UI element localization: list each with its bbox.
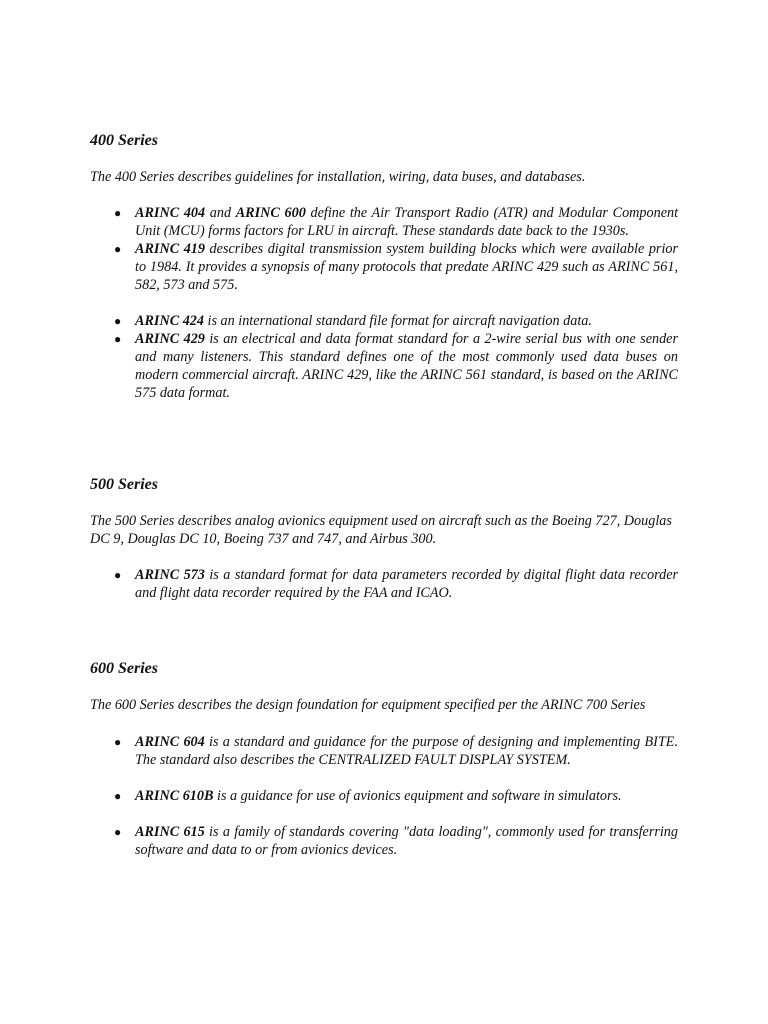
list-item [90, 823, 678, 859]
list-item [90, 330, 678, 402]
item-text: is a family of standards covering "data loading", commonly used for transferring software and data to or from avionics devices. [135, 824, 678, 858]
section-intro: The 500 Series describes analog avionics equipment used on aircraft such as the Boeing 727, Douglas DC 9, Douglas DC 10, Boeing 737 and 747, and Airbus 300. [90, 513, 672, 547]
bullet-icon: ● [114, 789, 122, 803]
bullet-icon: ● [114, 568, 122, 582]
item-text: and [205, 205, 236, 221]
standard-name: ARINC 424 [135, 313, 204, 329]
standard-name: ARINC 604 [135, 734, 205, 750]
standard-name: ARINC 419 [135, 241, 205, 257]
item-text: describes digital transmission system building blocks which were available prior to 1984. It provides a synopsis of many protocols that predate ARINC 429 such as ARINC 561, 582, 573 and 575. [135, 241, 679, 293]
bullet-icon: ● [114, 242, 122, 256]
list-item [90, 566, 678, 602]
section-heading: 400 Series [90, 132, 158, 149]
section-heading: 600 Series [90, 660, 158, 677]
section-500-series [90, 475, 678, 602]
standard-name: ARINC 600 [235, 205, 306, 221]
item-text: is a standard and guidance for the purpose of designing and implementing BITE. The standard also describes the CENTRALIZED FAULT DISPLAY SYSTEM. [135, 734, 679, 768]
section-400-series [90, 131, 678, 402]
standard-name: ARINC 610B [135, 788, 214, 804]
bullet-icon: ● [114, 825, 122, 839]
item-text: is an international standard file format for aircraft navigation data. [203, 313, 592, 329]
bullet-icon: ● [114, 735, 122, 749]
list-item [90, 733, 678, 769]
section-intro: The 400 Series describes guidelines for installation, wiring, data buses, and databases. [90, 169, 586, 185]
list-item [90, 787, 678, 805]
bullet-list [90, 204, 678, 402]
standard-name: ARINC 429 [135, 331, 205, 347]
item-text: is an electrical and data format standard for a 2-wire serial bus with one sender and many listeners. This standard defines one of the most commonly used data buses on modern commercial aircraft. ARINC 429, like the ARINC 561 standard, is based on the ARINC 575 data format. [135, 331, 678, 401]
standard-name: ARINC 615 [135, 824, 205, 840]
section-600-series [90, 659, 678, 859]
section-heading: 500 Series [90, 476, 158, 493]
bullet-icon: ● [114, 332, 122, 346]
list-item [90, 204, 678, 240]
bullet-list [90, 733, 678, 859]
item-text: is a standard format for data parameters recorded by digital flight data recorder and flight data recorder required by the FAA and ICAO. [135, 567, 679, 601]
bullet-list [90, 566, 678, 602]
list-item [90, 240, 678, 294]
item-text: define the Air Transport Radio (ATR) and Modular Component Unit (MCU) forms factors for LRU in aircraft. These standards date back to the 1930s. [135, 205, 679, 239]
section-intro: The 600 Series describes the design foundation for equipment specified per the ARINC 700 Series [90, 697, 646, 713]
bullet-icon: ● [114, 314, 122, 328]
item-text: is a guidance for use of avionics equipment and software in simulators. [213, 788, 622, 804]
bullet-icon: ● [114, 206, 122, 220]
standard-name: ARINC 404 [135, 205, 206, 221]
list-item [90, 312, 678, 330]
standard-name: ARINC 573 [135, 567, 205, 583]
